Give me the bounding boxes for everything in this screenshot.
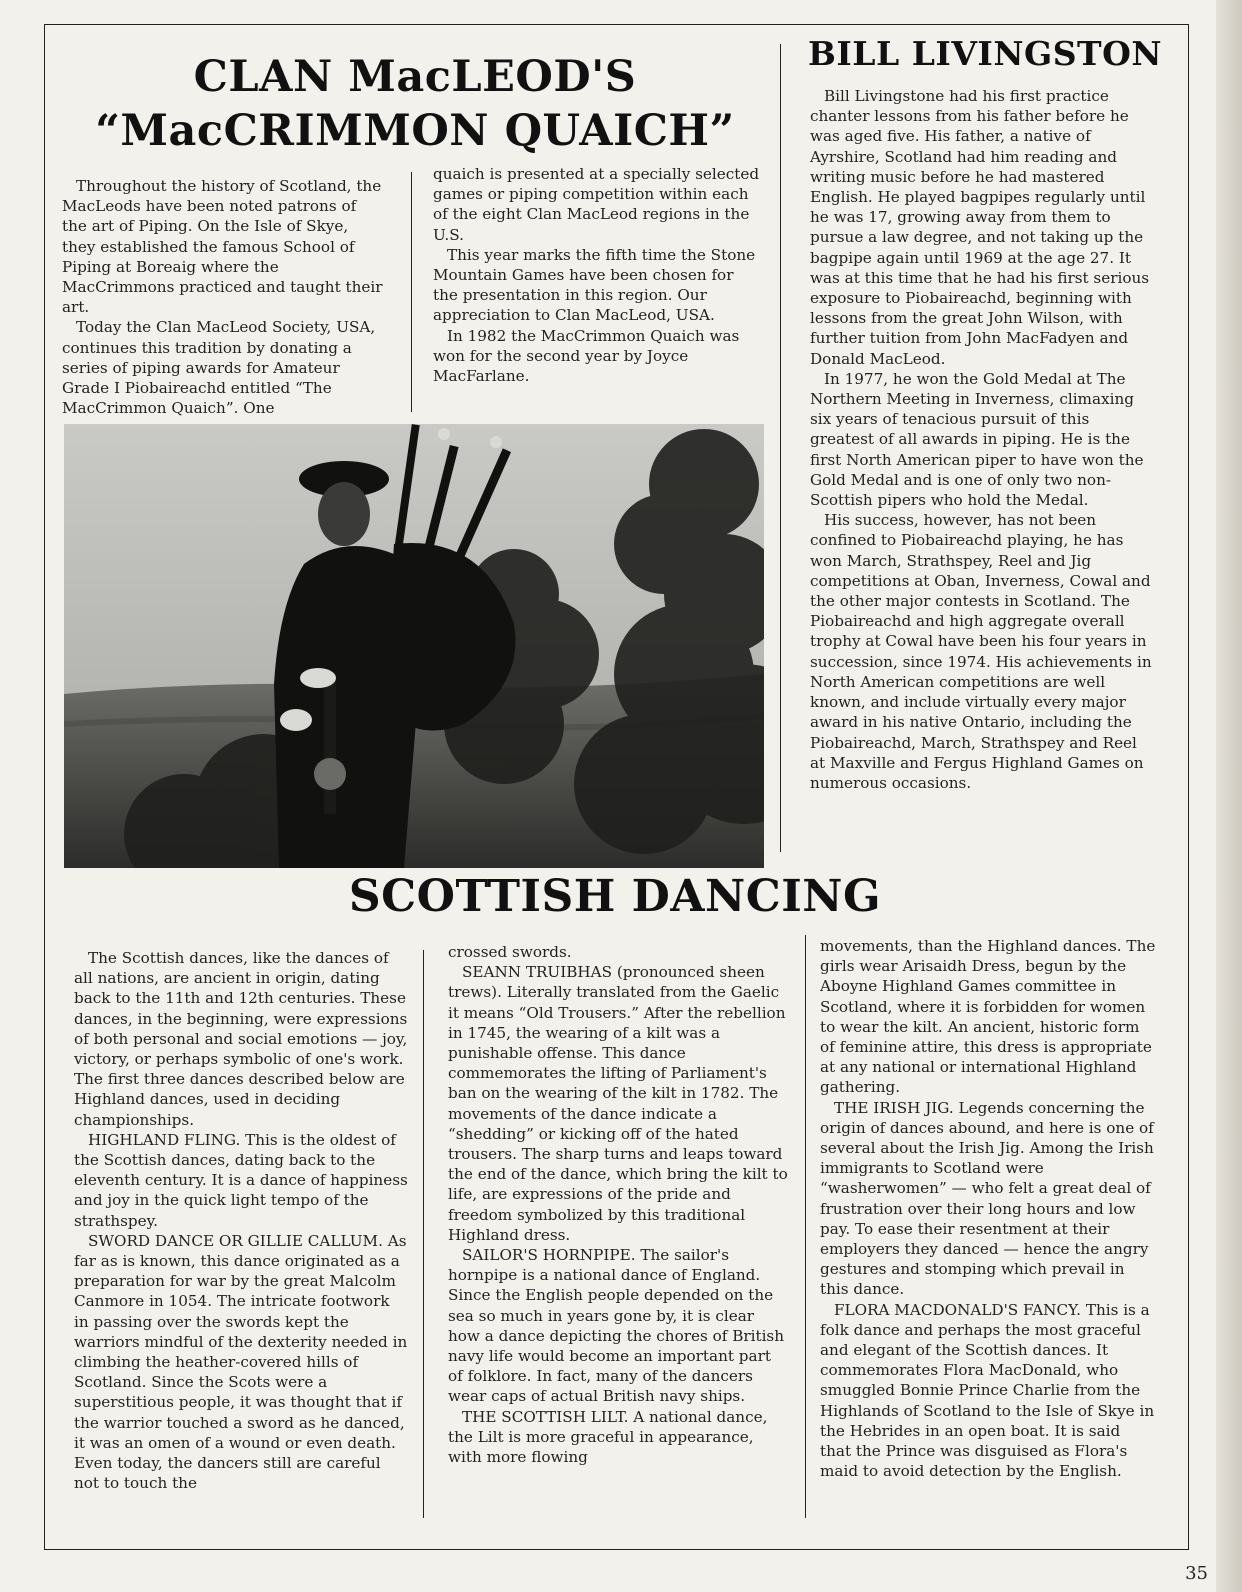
- paragraph: quaich is presented at a specially selected games or piping competition within each of the eight Clan MacLeod regions in the U.S.: [433, 165, 760, 244]
- article1-column-2: [433, 164, 763, 386]
- paragraph: FLORA MACDONALD'S FANCY. This is a folk dance and perhaps the most graceful and elegant of the Scottish dances. It commemorates Flora MacDonald, who smuggled Bonnie Prince Charlie from the Highlands of Scotland to the Isle of Skye in the Hebrides in an open boat. It is said that the Prince was disguised as Flora's maid to avoid detection by the English.: [820, 1300, 1155, 1481]
- paragraph: HIGHLAND FLING. This is the oldest of the Scottish dances, dating back to the eleventh century. It is a dance of happiness and joy in the quick light tempo of the strathspey.: [74, 1130, 408, 1230]
- article3-column-2: [448, 942, 788, 1467]
- paragraph: SAILOR'S HORNPIPE. The sailor's hornpipe is a national dance of England. Since the English people depended on the sea so much in years gone by, it is clear how a dance depicting the chores of British navy life would become an important part of folklore. In fact, many of the dancers wear caps of actual British navy ships.: [448, 1246, 785, 1406]
- paragraph: SEANN TRUIBHAS (pronounced sheen trews). Literally translated from the Gaelic it means “Old Trousers.” After the rebellion in 1745, the wearing of a kilt was a punishable offense. This dance commemorates the lifting of Parliament's ban on the wearing of the kilt in 1782. The movements of the dance indicate a “shedding” or kicking off of the hated trousers. The sharp turns and leaps toward the end of the dance, which bring the kilt to life, are expressions of the pride and freedom symbolized by this traditional Highland dress.: [448, 963, 788, 1244]
- scottish-dancing-title: SCOTTISH DANCING: [348, 871, 882, 922]
- article-title-line1: CLAN MacLEOD'S: [193, 52, 637, 102]
- rule-top-right: [780, 44, 781, 852]
- article3-column-1: [74, 948, 408, 1493]
- paragraph: His success, however, has not been confined to Piobaireachd playing, he has won March, Strathspey, Reel and Jig competitions at Oban, Inverness, Cowal and the other major contests in Scotland. The Piobaireachd and high aggregate overall trophy at Cowal have been his four years in succession, since 1974. His achievements in North American competitions are well known, and include virtually every major award in his native Ontario, including the Piobaireachd, March, Strathspey and Reel at Maxville and Fergus Highland Games on numerous occasions.: [810, 511, 1152, 792]
- paragraph: Today the Clan MacLeod Society, USA, continues this tradition by donating a series of piping awards for Amateur Grade I Piobaireachd entitled “The MacCrimmon Quaich”. One: [62, 318, 376, 418]
- article1-column-1: [62, 176, 384, 418]
- paragraph: THE IRISH JIG. Legends concerning the origin of dances abound, and here is one of several about the Irish Jig. Among the Irish immigrants to Scotland were “washerwomen” — who felt a great deal of frustration over their long hours and low pay. To ease their resentment at their employers they danced — hence the angry gestures and stomping which prevail in this dance.: [820, 1098, 1154, 1299]
- article-title-line2: “MacCRIMMON QUAICH”: [95, 106, 735, 156]
- piper-photo: [64, 424, 764, 868]
- article3-column-3: [820, 936, 1156, 1481]
- paragraph: This year marks the fifth time the Stone Mountain Games have been chosen for the presentation in this region. Our appreciation to Clan MacLeod, USA.: [433, 245, 756, 325]
- article-title: [60, 50, 770, 158]
- paragraph: In 1977, he won the Gold Medal at The Northern Meeting in Inverness, climaxing six years of tenacious pursuit of this greatest of all awards in piping. He is the first North American piper to have won the Gold Medal and is one of only two non-Scottish pipers who hold the Medal.: [810, 369, 1144, 510]
- paragraph: Bill Livingstone had his first practice chanter lessons from his father before he was aged five. His father, a native of Ayrshire, Scotland had him reading and writing music before he had mastered English. He played bagpipes regularly until he was 17, growing away from them to pursue a law degree, and not taking up the bagpipe again until 1969 at the age 27. It was at this time that he had his first serious exposure to Piobaireachd, beginning with lessons from the great John Wilson, with further tuition from John MacFadyen and Donald MacLeod.: [810, 87, 1150, 368]
- rule-bottom-left: [423, 950, 424, 1518]
- paragraph: SWORD DANCE OR GILLIE CALLUM. As far as is known, this dance originated as a preparation for war by the great Malcolm Canmore in 1054. The intricate footwork in passing over the swords kept the warriors mindful of the dexterity needed in climbing the heather-covered hills of Scotland. Since the Scots were a superstitious people, it was thought that if the warrior touched a sword as he danced, it was an omen of a wound or even death. Even today, the dancers still are careful not to touch the: [74, 1231, 408, 1493]
- paragraph: In 1982 the MacCrimmon Quaich was won for the second year by Joyce MacFarlane.: [433, 326, 740, 386]
- paragraph: THE SCOTTISH LILT. A national dance, the Lilt is more graceful in appearance, with more flowing: [448, 1407, 768, 1467]
- paragraph: The Scottish dances, like the dances of all nations, are ancient in origin, dating back to the 11th and 12th centuries. These dances, in the beginning, were expressions of both personal and social emotions — joy, victory, or perhaps symbolic of one's work. The first three dances described below are Highland dances, used in deciding championships.: [74, 949, 408, 1129]
- page-edge: [1216, 0, 1242, 1592]
- paragraph: crossed swords.: [448, 943, 572, 961]
- article2-column: [810, 86, 1152, 793]
- rule-top-middle: [411, 172, 412, 412]
- paragraph: movements, than the Highland dances. The girls wear Arisaidh Dress, begun by the Aboyne Highland Games committee in Scotland, where it is forbidden for women to wear the kilt. An ancient, historic form of feminine attire, this dress is appropriate at any national or international Highland gathering.: [820, 937, 1156, 1097]
- page-number: 35: [1185, 1563, 1208, 1584]
- rule-bottom-right: [805, 935, 806, 1518]
- bill-livingston-title: BILL LIVINGSTON: [807, 34, 1163, 73]
- paragraph: Throughout the history of Scotland, the MacLeods have been noted patrons of the art of Piping. On the Isle of Skye, they established the famous School of Piping at Boreaig where the MacCrimmons practiced and taught their art.: [62, 177, 383, 317]
